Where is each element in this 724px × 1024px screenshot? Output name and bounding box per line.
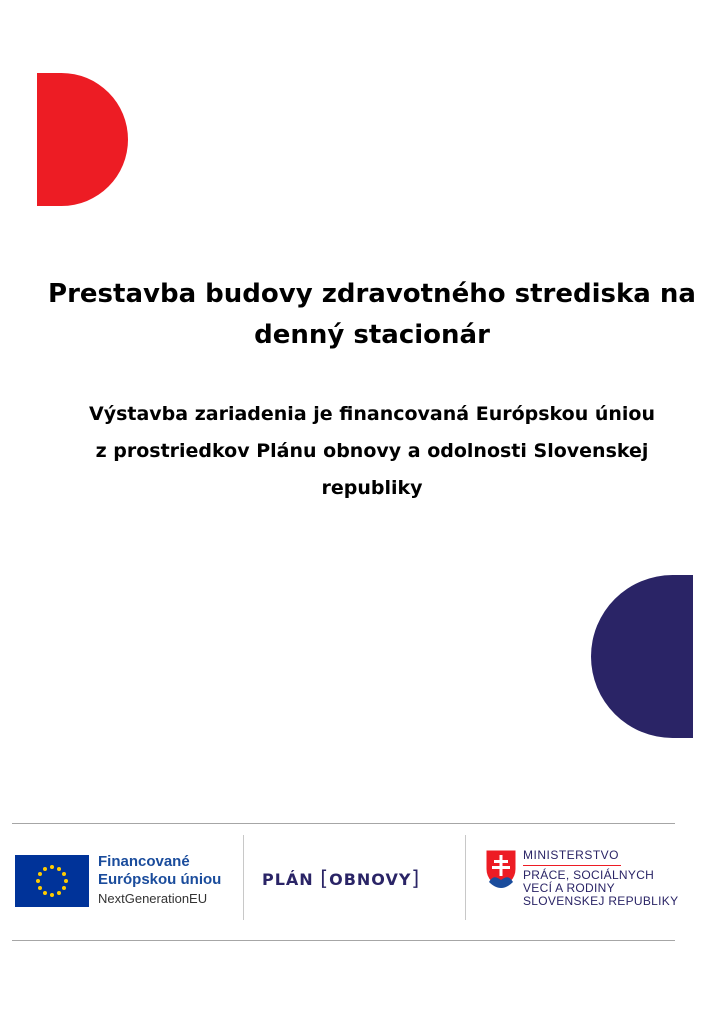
slovak-coat-of-arms-icon: [485, 849, 517, 889]
ministry-heading: MINISTERSTVO: [523, 848, 621, 866]
document-subtitle: [70, 396, 674, 507]
footer-bottom-divider: [12, 940, 675, 941]
footer-divider-2: [465, 835, 466, 920]
eu-label-line-2: Európskou úniou: [98, 871, 222, 888]
subtitle-line-2: z prostriedkov Plánu obnovy a odolnosti Slovenskej: [95, 440, 649, 462]
eu-flag-icon: [15, 855, 89, 907]
eu-funding-label: [98, 853, 221, 908]
eu-label-line-1: Financované: [98, 853, 190, 870]
obnovy-word: OBNOVY: [329, 870, 412, 889]
footer-top-divider: [12, 823, 675, 824]
title-line-1: Prestavba budovy zdravotného strediska na: [48, 279, 696, 309]
subtitle-line-1: Výstavba zariadenia je financovaná Európskou úniou: [88, 403, 656, 425]
navy-half-circle-decoration: [591, 575, 693, 738]
red-half-circle-decoration: [37, 73, 128, 206]
ministry-label: [523, 848, 678, 908]
document-title: [40, 274, 704, 356]
subtitle-line-3: republiky: [321, 477, 423, 499]
title-line-2: denný stacionár: [254, 320, 490, 350]
plan-bracket-close: ]: [411, 866, 421, 890]
ministry-line-1: PRÁCE, SOCIÁLNYCH: [523, 868, 655, 882]
plan-obnovy-logo: [262, 866, 420, 890]
plan-bracket-open: [: [320, 866, 330, 890]
plan-word: PLÁN: [262, 870, 314, 889]
ministry-line-2: VECÍ A RODINY: [523, 881, 615, 895]
eu-label-line-3: NextGenerationEU: [98, 891, 208, 906]
footer-divider-1: [243, 835, 244, 920]
ministry-line-3: SLOVENSKEJ REPUBLIKY: [523, 894, 679, 908]
